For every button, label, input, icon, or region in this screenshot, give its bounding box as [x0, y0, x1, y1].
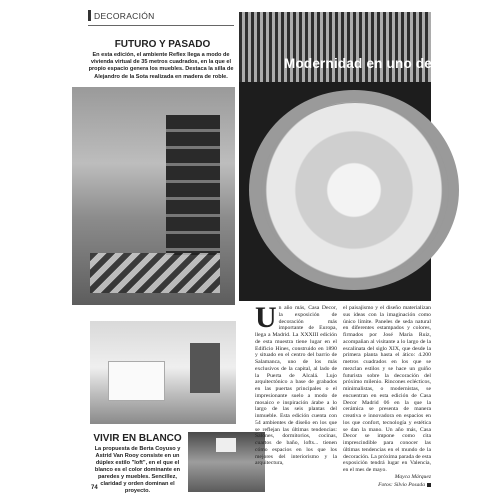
striped-wall — [239, 12, 431, 82]
author-signature — [343, 474, 431, 480]
bowl-rim — [261, 102, 449, 280]
section-label: DECORACIÓN — [94, 10, 155, 21]
photo-credit-text: Fotos: Silvio Posada — [378, 482, 425, 488]
article-column-1 — [255, 301, 337, 495]
top-left-intro: En esta edición, el ambiente Reflex llega a modo de vivienda virtual de 35 metros cuadrados, en la que el propio espacio genera los muebles. Destaca la silla de Alejandro de la Sota realizada en madera de roble. — [88, 52, 234, 80]
article-column-2 — [343, 305, 431, 473]
section-bar — [88, 10, 91, 21]
top-left-heading: FUTURO Y PASADO — [114, 39, 211, 50]
dropcap: U — [255, 301, 277, 334]
bottom-left-heading: VIVIR EN BLANCO — [93, 433, 182, 444]
bedroom-photo — [90, 321, 236, 424]
page-number: 74 — [91, 485, 98, 491]
section-header — [88, 10, 155, 21]
article-col1-text: n año más, Casa Decor, la exposición de decoración más importante de Europa, llega a Madrid. La XXXIII edición de esta muestra tiene lugar en el Edificio Hines, construido en 1890 y situado en el centro del barrio de Salamanca, uno de los más exclusivos de la capital, al lado de la Puerta de Alcalá. Lujo arquitectónico a base de grabados en las puertas principales o el impresionante suelo a modo de mosaico e inspiración árabe a lo largo de las seis plantas del inmueble. Esta edición cuenta con 54 ambientes de diseño en los que se reflejan las últimas tendencias: Salones, dormitorios, cocinas, cuartos de baño, lofts... tienen cómo espacios en los que los mejores del interiorismo y la arquitectura, — [255, 305, 337, 467]
photo-credit — [343, 482, 431, 488]
living-room-photo — [72, 87, 235, 305]
author-name: Mayca Márquez — [394, 474, 431, 480]
section-rule — [88, 25, 234, 26]
bottom-left-caption: La propuesta de Berta Coyuso y Astrid Van Rooy consiste en un dúplex estilo "loft", en el que el blanco es el color dominante en paredes y muebles. Sencillez, claridad y orden dominan el proyecto. — [94, 446, 181, 494]
feature-headline: Modernidad en uno de los — [284, 56, 457, 71]
article-col2-text: el paisajismo y el diseño materializan sus ideas con la imaginación como único límite. Paneles de seda natural en diferentes estampados y colores, firmados por José María Ruiz, acompañan al visitante a lo largo de la escalinata del siglo XIX, que desde la primera planta hasta el ático: 4.200 metros cuadrados en los que se mezclan estilos y se hace un guiño futurista sobre la decoración del próximo milenio. Rincones eclécticos, minimalistas, o modernistas, se encuentran en esta edición de Casa Decor Madrid 06 en la que la cerámica se presenta de manera creativa e innovadora en espacios en los que confort, tecnología y estética se dan la mano. Un año más, Casa Decor se impone como cita imprescindible para conocer las últimas tendencias en el mundo de la decoración. La próxima parada de esta exposición tendrá lugar en Valencia, en el mes de mayo. — [343, 305, 431, 473]
bathroom-photo — [188, 432, 265, 492]
bowl-feature-photo — [239, 12, 457, 301]
end-mark — [427, 483, 431, 487]
